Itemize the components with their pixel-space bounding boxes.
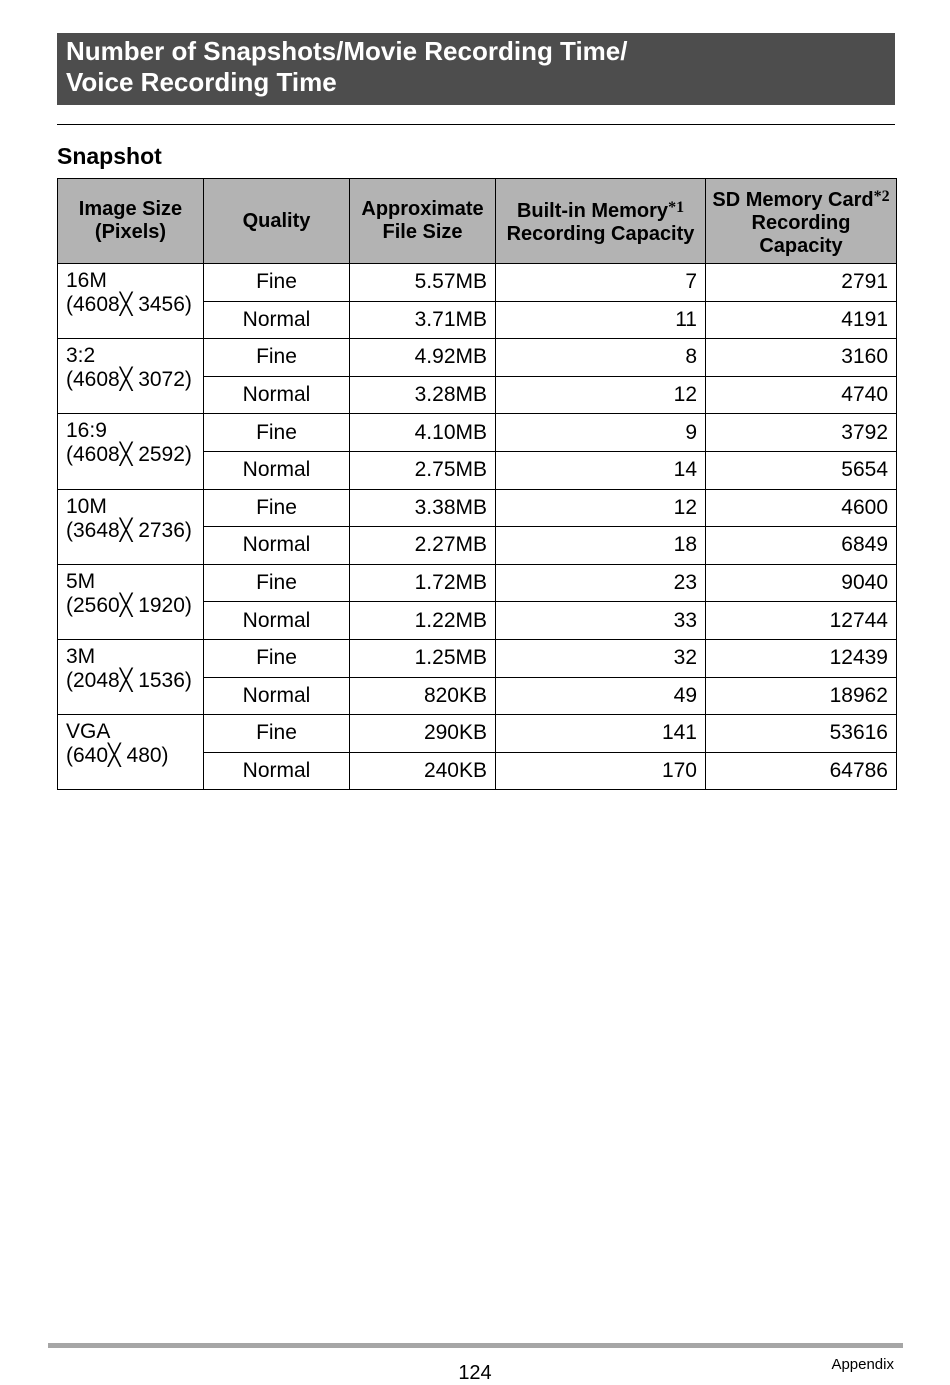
builtin-capacity-cell: 12 <box>496 376 706 414</box>
image-size-pixels: (4608╳ 2592) <box>66 443 192 467</box>
image-size-pixels: (2560╳ 1920) <box>66 593 192 617</box>
header-sd-line-1 <box>710 185 892 212</box>
footnote-marker-1: *1 <box>668 199 685 216</box>
image-size-cell <box>58 489 204 564</box>
sd-capacity-cell: 4191 <box>706 301 897 339</box>
quality-cell: Normal <box>204 677 350 715</box>
sd-capacity-cell: 12439 <box>706 639 897 677</box>
title-divider <box>57 124 895 125</box>
table-row <box>58 639 897 677</box>
table-row <box>58 339 897 377</box>
quality-cell: Normal <box>204 451 350 489</box>
header-builtin-label: Built-in Memory <box>516 200 669 222</box>
file-size-cell: 290KB <box>350 715 496 753</box>
quality-cell: Fine <box>204 639 350 677</box>
builtin-capacity-cell: 12 <box>496 489 706 527</box>
sd-capacity-cell: 5654 <box>706 451 897 489</box>
quality-cell: Fine <box>204 414 350 452</box>
file-size-cell: 4.92MB <box>350 339 496 377</box>
image-size-label: 5M <box>66 569 96 593</box>
builtin-capacity-cell: 11 <box>496 301 706 339</box>
sd-capacity-cell: 4740 <box>706 376 897 414</box>
image-size-cell <box>58 264 204 339</box>
file-size-cell: 820KB <box>350 677 496 715</box>
header-builtin-line-1 <box>500 196 701 223</box>
builtin-capacity-cell: 8 <box>496 339 706 377</box>
table-header-row <box>58 179 897 264</box>
image-size-cell <box>58 414 204 489</box>
sd-capacity-cell: 64786 <box>706 752 897 790</box>
header-sd-label: SD Memory Card <box>712 188 874 211</box>
page-title-line-1: Number of Snapshots/Movie Recording Time/ <box>66 36 628 66</box>
quality-cell: Normal <box>204 527 350 565</box>
quality-cell: Normal <box>204 376 350 414</box>
builtin-capacity-cell: 33 <box>496 602 706 640</box>
header-builtin-memory <box>496 179 706 264</box>
footnote-marker-2: *2 <box>873 187 890 205</box>
image-size-pixels: (640╳ 480) <box>66 744 169 768</box>
quality-cell: Normal <box>204 752 350 790</box>
quality-cell: Fine <box>204 264 350 302</box>
header-quality <box>204 179 350 264</box>
header-file-size-line-2: File Size <box>382 221 463 243</box>
sd-capacity-cell: 53616 <box>706 715 897 753</box>
header-file-size <box>350 179 496 264</box>
header-file-size-line-1: Approximate <box>361 198 484 220</box>
image-size-label: 10M <box>66 494 107 518</box>
builtin-capacity-cell: 9 <box>496 414 706 452</box>
section-heading: Snapshot <box>57 143 162 169</box>
sd-capacity-cell: 4600 <box>706 489 897 527</box>
footer-bar <box>48 1343 903 1348</box>
quality-cell: Normal <box>204 602 350 640</box>
sd-capacity-cell: 3160 <box>706 339 897 377</box>
builtin-capacity-cell: 141 <box>496 715 706 753</box>
builtin-capacity-cell: 32 <box>496 639 706 677</box>
file-size-cell: 3.28MB <box>350 376 496 414</box>
header-builtin-line-2: Recording Capacity <box>506 223 695 245</box>
header-image-size <box>58 179 204 264</box>
quality-cell: Fine <box>204 564 350 602</box>
file-size-cell: 3.71MB <box>350 301 496 339</box>
builtin-capacity-cell: 49 <box>496 677 706 715</box>
image-size-cell <box>58 715 204 790</box>
quality-cell: Fine <box>204 339 350 377</box>
image-size-label: 3M <box>66 644 96 668</box>
table-body <box>58 264 897 790</box>
table-row <box>58 564 897 602</box>
sd-capacity-cell: 6849 <box>706 527 897 565</box>
header-quality-label: Quality <box>242 209 311 232</box>
table-row <box>58 264 897 302</box>
footer-section-label: Appendix <box>831 1356 894 1373</box>
file-size-cell: 4.10MB <box>350 414 496 452</box>
page-number: 124 <box>458 1362 492 1384</box>
file-size-cell: 3.38MB <box>350 489 496 527</box>
header-sd-line-3: Capacity <box>759 234 843 257</box>
builtin-capacity-cell: 23 <box>496 564 706 602</box>
image-size-cell <box>58 339 204 414</box>
quality-cell: Normal <box>204 301 350 339</box>
builtin-capacity-cell: 7 <box>496 264 706 302</box>
image-size-pixels: (3648╳ 2736) <box>66 518 192 542</box>
file-size-cell: 240KB <box>350 752 496 790</box>
table-row <box>58 414 897 452</box>
header-image-size-line-2: (Pixels) <box>94 221 167 243</box>
file-size-cell: 2.75MB <box>350 451 496 489</box>
image-size-pixels: (4608╳ 3072) <box>66 368 192 392</box>
table-row <box>58 715 897 753</box>
sd-capacity-cell: 18962 <box>706 677 897 715</box>
sd-capacity-cell: 12744 <box>706 602 897 640</box>
image-size-cell <box>58 564 204 639</box>
header-sd-card <box>706 179 897 264</box>
file-size-cell: 1.22MB <box>350 602 496 640</box>
table-row <box>58 489 897 527</box>
image-size-label: 16:9 <box>66 419 107 443</box>
header-sd-line-2: Recording <box>751 211 851 234</box>
header-image-size-line-1: Image Size <box>78 198 183 220</box>
image-size-pixels: (4608╳ 3456) <box>66 293 192 316</box>
file-size-cell: 5.57MB <box>350 264 496 302</box>
image-size-pixels: (2048╳ 1536) <box>66 668 192 692</box>
title-bar <box>57 33 895 105</box>
quality-cell: Fine <box>204 489 350 527</box>
sd-capacity-cell: 3792 <box>706 414 897 452</box>
builtin-capacity-cell: 18 <box>496 527 706 565</box>
sd-capacity-cell: 2791 <box>706 264 897 302</box>
image-size-label: VGA <box>66 720 111 744</box>
quality-cell: Fine <box>204 715 350 753</box>
builtin-capacity-cell: 170 <box>496 752 706 790</box>
builtin-capacity-cell: 14 <box>496 451 706 489</box>
image-size-cell <box>58 639 204 714</box>
page-title-line-2: Voice Recording Time <box>66 67 337 97</box>
snapshot-capacity-table <box>57 178 897 790</box>
file-size-cell: 2.27MB <box>350 527 496 565</box>
image-size-label: 16M <box>66 269 107 292</box>
file-size-cell: 1.25MB <box>350 639 496 677</box>
file-size-cell: 1.72MB <box>350 564 496 602</box>
sd-capacity-cell: 9040 <box>706 564 897 602</box>
image-size-label: 3:2 <box>66 344 96 368</box>
